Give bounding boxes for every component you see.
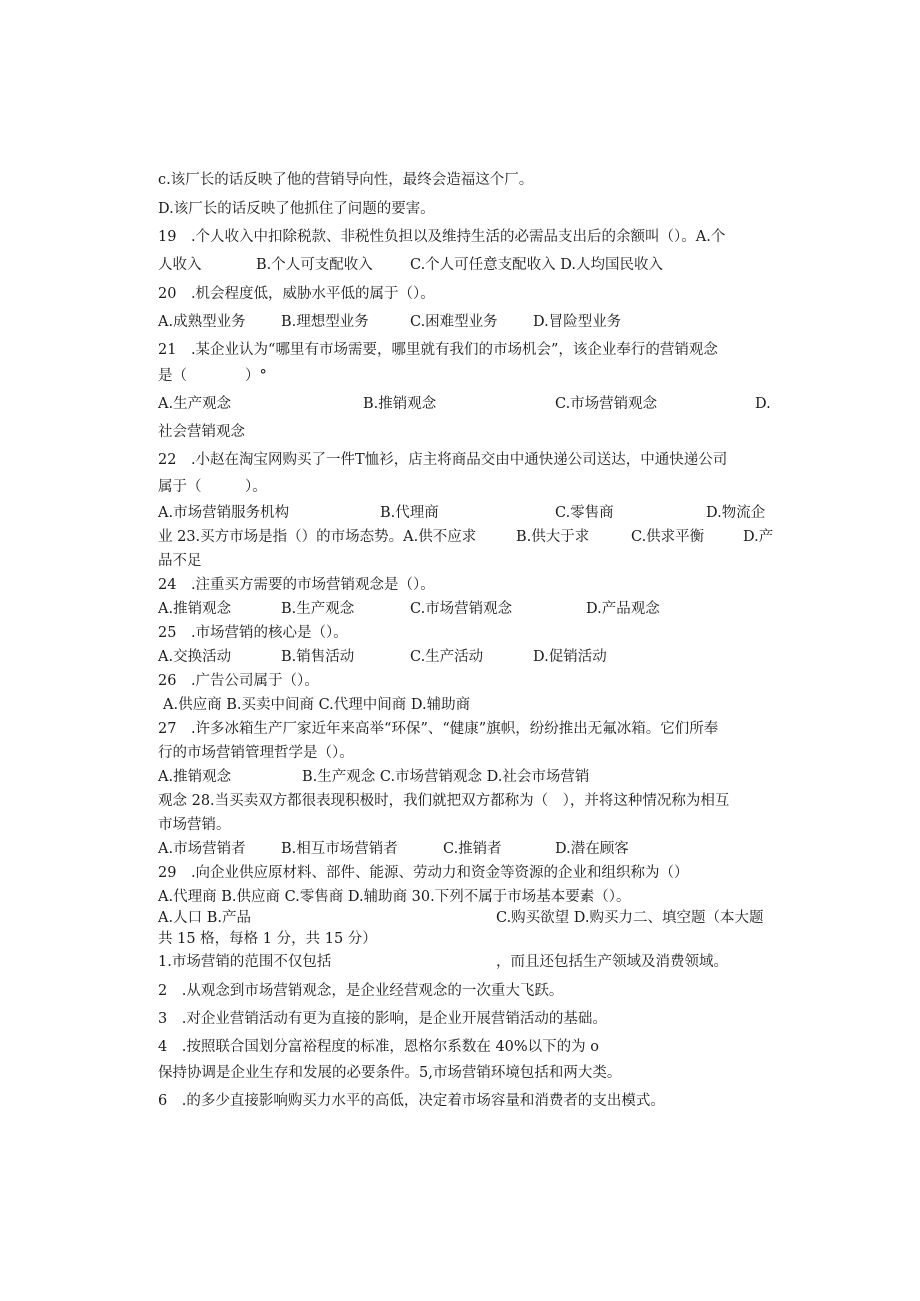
question-29: 29 .向企业供应原材料、部件、能源、劳动力和资金等资源的企业和组织称为（）	[158, 865, 689, 881]
question-23: 业 23.买方市场是指（）的市场态势。A.供不应求	[158, 529, 477, 545]
option: A.推销观念	[158, 769, 232, 785]
option: B.销售活动	[281, 649, 355, 665]
option: B.供大于求	[516, 529, 590, 545]
option: B.生产观念 C.市场营销观念 D.社会市场营销	[302, 769, 590, 785]
option: C.推销者	[443, 841, 502, 857]
option: B.生产观念	[281, 601, 355, 617]
option: A.市场营销服务机构	[158, 505, 290, 521]
question-25: 25 .市场营销的核心是（）。	[158, 625, 348, 641]
question-26: 26 .广告公司属于（）。	[158, 673, 319, 689]
option: C.购买欲望 D.购买力二、填空题（本大题	[496, 910, 764, 926]
option: A.生产观念	[158, 396, 232, 412]
option: D.	[755, 396, 771, 412]
text-line: 行的市场营销管理哲学是（）。	[158, 745, 354, 761]
fill-in-3: 3 .对企业营销活动有更为直接的影响，是企业开展营销活动的基础。	[158, 1011, 607, 1027]
option: D.产	[743, 529, 774, 545]
option: A.人口 B.产品	[158, 910, 251, 926]
option: A.推销观念	[158, 601, 232, 617]
fill-in-5: 保持协调是企业生存和发展的必要条件。5,市场营销环境包括和两大类。	[158, 1065, 622, 1081]
question-19: 19 .个人收入中扣除税款、非税性负担以及维持生活的必需品支出后的余额叫（）。A.个	[158, 229, 726, 245]
option: C.零售商	[555, 505, 614, 521]
option: B.理想型业务	[281, 314, 369, 330]
option: D.产品观念	[586, 601, 660, 617]
option: 人收入	[158, 257, 202, 273]
options-line: A.代理商 B.供应商 C.零售商 D.辅助商 30.下列不属于市场基本要素（）。	[158, 889, 631, 905]
option: D.促销活动	[533, 649, 607, 665]
text-line: 是（ ）°	[158, 368, 267, 384]
question-24: 24 .注重买方需要的市场营销观念是（）。	[158, 577, 435, 593]
option: C.生产活动	[410, 649, 484, 665]
text-line: 社会营销观念	[158, 424, 245, 440]
option: A.成熟型业务	[158, 314, 246, 330]
option: B.推销观念	[363, 396, 437, 412]
text-line: c.该厂长的话反映了他的营销导向性，最终会造福这个厂。	[158, 172, 534, 188]
question-20: 20 .机会程度低，威胁水平低的属于（）。	[158, 286, 435, 302]
question-27: 27 .许多冰箱生产厂家近年来高举“环保”、“健康”旗帜，纷纷推出无氟冰箱。它们所奉	[158, 721, 719, 737]
question-21: 21 .某企业认为“哪里有市场需要，哪里就有我们的市场机会”，该企业奉行的营销观念	[158, 342, 718, 358]
option: B.个人可支配收入	[256, 257, 373, 273]
option: D.物流企	[706, 505, 766, 521]
text-line: 市场营销。	[158, 817, 231, 833]
option: B.相互市场营销者	[281, 841, 398, 857]
option: C.市场营销观念	[410, 601, 513, 617]
fill-in-1: 1.市场营销的范围不仅包括	[158, 954, 332, 970]
option: B.代理商	[380, 505, 439, 521]
option: A.交换活动	[158, 649, 232, 665]
text-line: D.该厂长的话反映了他抓住了问题的要害。	[158, 201, 435, 217]
text-line: 属于（ ）。	[158, 479, 267, 495]
fill-in-2: 2 .从观念到市场营销观念，是企业经营观念的一次重大飞跃。	[158, 983, 564, 999]
option: D.潜在顾客	[555, 841, 629, 857]
option: D.冒险型业务	[533, 314, 622, 330]
text-line: ，而且还包括生产领域及消费领域。	[496, 954, 728, 970]
question-22: 22 .小赵在淘宝网购买了一件T恤衫，店主将商品交由中通快递公司送达，中通快递公司	[158, 452, 728, 468]
text-line: 品不足	[158, 553, 202, 569]
options-line: A.供应商 B.买卖中间商 C.代理中间商 D.辅助商	[163, 697, 471, 713]
fill-in-4: 4 .按照联合国划分富裕程度的标准，恩格尔系数在 40%以下的为 o	[158, 1039, 600, 1055]
option: C.个人可任意支配收入 D.人均国民收入	[410, 257, 664, 273]
option: C.市场营销观念	[555, 396, 658, 412]
question-28: 观念 28.当买卖双方都很表现积极时，我们就把双方都称为（ ），并将这种情况称为相互	[158, 793, 730, 809]
option: A.市场营销者	[158, 841, 246, 857]
option: C.供求平衡	[631, 529, 705, 545]
option: C.困难型业务	[410, 314, 498, 330]
section-heading: 共 15 格，每格 1 分，共 15 分）	[158, 931, 377, 947]
fill-in-6: 6 .的多少直接影响购买力水平的高低，决定着市场容量和消费者的支出模式。	[158, 1093, 665, 1109]
